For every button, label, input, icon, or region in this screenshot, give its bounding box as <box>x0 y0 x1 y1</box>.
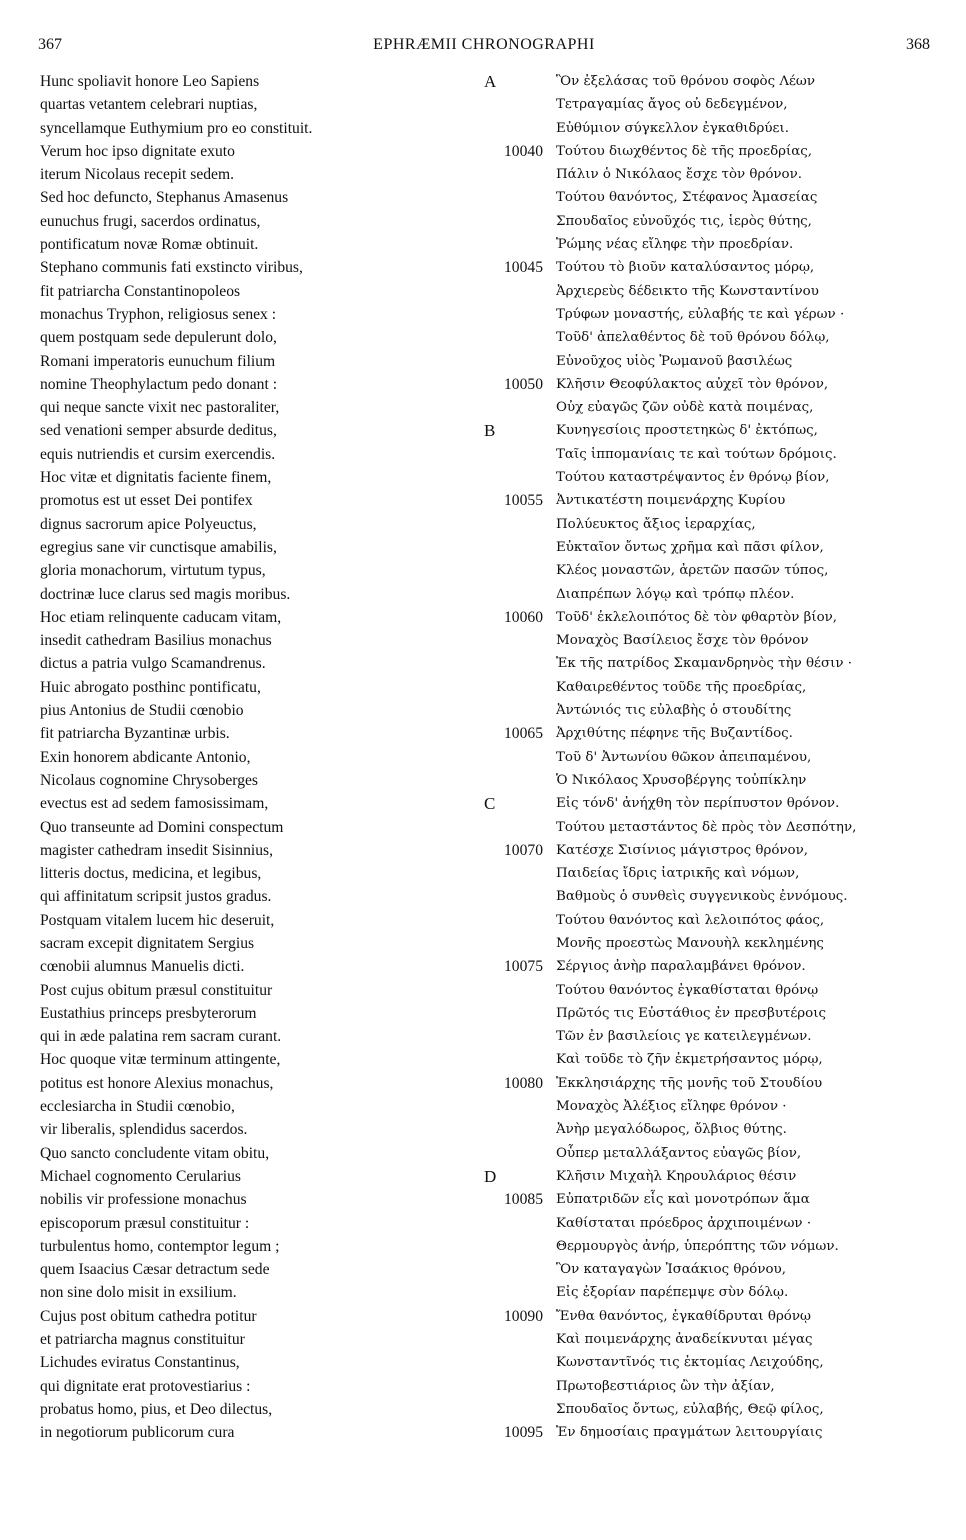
latin-line: fit patriarcha Byzantinæ urbis. <box>40 725 230 743</box>
greek-line: Πρωτοβεστιάριος ὢν τὴν ἀξίαν, <box>556 1378 775 1394</box>
latin-line: Lichudes eviratus Constantinus, <box>40 1354 240 1372</box>
margin-row <box>484 210 554 233</box>
latin-line: gloria monachorum, virtutum typus, <box>40 562 266 580</box>
margin-row <box>484 909 554 932</box>
latin-line: Exin honorem abdicante Antonio, <box>40 748 251 766</box>
margin-row <box>484 303 554 326</box>
latin-line: fit patriarcha Constantinopoleos <box>40 282 241 300</box>
verse-line-number: 10040 <box>504 142 543 160</box>
margin-row <box>484 979 554 1002</box>
greek-line: Ἔνθα θανόντος, ἐγκαθίδρυται θρόνῳ <box>556 1308 811 1324</box>
margin-row <box>484 1002 554 1025</box>
margin-row <box>484 722 554 745</box>
latin-line: Postquam vitalem lucem hic deseruit, <box>40 911 275 929</box>
greek-line: Εὐπατριδῶν εἷς καὶ μονοτρόπων ἅμα <box>556 1192 810 1208</box>
running-title: EPHRÆMII CHRONOGRAPHI <box>373 36 595 53</box>
greek-line: Καὶ τοῦδε τὸ ζῆν ἐκμετρήσαντος μόρῳ, <box>556 1052 823 1068</box>
margin-row <box>484 443 554 466</box>
latin-line: Hoc etiam relinquente caducam vitam, <box>40 608 282 626</box>
greek-line: Τούτου θανόντος, Στέφανος Ἀμασείας <box>556 190 818 206</box>
latin-line: syncellamque Euthymium pro eo constituit. <box>40 119 313 137</box>
greek-line: Πρῶτός τις Εὐστάθιος ἐν πρεσβυτέροις <box>556 1005 826 1021</box>
margin-row <box>484 583 554 606</box>
greek-line: Σπουδαῖος εὐνοῦχός τις, ἱερὸς θύτης, <box>556 213 812 229</box>
greek-line: Ἀνὴρ μεγαλόδωρος, ὄλβιος θύτης. <box>556 1122 787 1138</box>
page-header <box>38 36 930 58</box>
latin-line: episcoporum præsul constituitur : <box>40 1214 250 1232</box>
page-number-left: 367 <box>38 36 62 53</box>
greek-line: Σπουδαῖος ὄντως, εὐλαβής, Θεῷ φίλος, <box>556 1401 824 1417</box>
latin-line: Huic abrogato posthinc pontificatu, <box>40 678 261 696</box>
greek-line: Καὶ ποιμενάρχης ἀναδείκνυται μέγας <box>556 1332 813 1348</box>
greek-line: Τετραγαμίας ἄγος οὐ δεδεγμένον, <box>556 97 788 113</box>
latin-translation-column <box>40 70 480 1445</box>
greek-line: Ὁ Νικόλαος Χρυσοβέργης τοὐπίκλην <box>556 772 807 788</box>
margin-row <box>484 839 554 862</box>
margin-row <box>484 862 554 885</box>
latin-line: Stephano communis fati exstincto viribus, <box>40 259 303 277</box>
section-marker: A <box>484 72 497 91</box>
latin-line: litteris doctus, medicina, et legibus, <box>40 865 262 883</box>
margin-row <box>484 1305 554 1328</box>
margin-row <box>484 792 554 815</box>
margin-row <box>484 1142 554 1165</box>
greek-line: Κλέος μοναστῶν, ἀρετῶν πασῶν τύπος, <box>556 563 829 579</box>
greek-line: Οὗπερ μεταλλάξαντος εὐαγῶς βίον, <box>556 1145 802 1161</box>
greek-line: Οὐχ εὐαγῶς ζῶν οὐδὲ κατὰ ποιμένας, <box>556 400 814 416</box>
latin-line: iterum Nicolaus recepit sedem. <box>40 166 234 184</box>
greek-line: Τρύφων μοναστής, εὐλαβής τε καὶ γέρων · <box>556 306 845 322</box>
greek-line: Ὃν καταγαγὼν Ἰσαάκιος θρόνου, <box>556 1262 786 1278</box>
latin-line: quem Isaacius Cæsar detractum sede <box>40 1261 270 1279</box>
latin-line: nomine Theophylactum pedo donant : <box>40 375 278 393</box>
margin-row <box>484 1072 554 1095</box>
section-marker: D <box>484 1166 497 1186</box>
latin-line: quem postquam sede depulerunt dolo, <box>40 329 277 347</box>
latin-line: sed venationi semper absurde deditus, <box>40 422 277 440</box>
greek-line: Τῶν ἐν βασιλείοις γε κατειλεγμένων. <box>556 1029 812 1045</box>
greek-line: Κυνηγεσίοις προστετηκὼς δ' ἐκτόπως, <box>556 423 818 439</box>
margin-row <box>484 350 554 373</box>
margin-row <box>484 396 554 419</box>
latin-line: magister cathedram insedit Sisinnius, <box>40 841 274 859</box>
verse-line-number: 10080 <box>504 1074 543 1092</box>
margin-row <box>484 70 554 93</box>
latin-line: Sed hoc defuncto, Stephanus Amasenus <box>40 189 289 207</box>
latin-line: Hoc quoque vitæ terminum attingente, <box>40 1051 281 1069</box>
margin-row <box>484 1375 554 1398</box>
margin-row <box>484 1212 554 1235</box>
latin-line: pius Antonius de Studii cœnobio <box>40 702 244 720</box>
margin-row <box>484 816 554 839</box>
margin-row <box>484 652 554 675</box>
margin-row <box>484 1095 554 1118</box>
margin-row <box>484 513 554 536</box>
margin-row <box>484 1048 554 1071</box>
greek-line: Εἰς τόνδ' ἀνήχθη τὸν περίπυστον θρόνον. <box>556 796 840 812</box>
latin-line: promotus est ut esset Dei pontifex <box>40 492 253 510</box>
latin-line: non sine dolo misit in exsilium. <box>40 1284 237 1302</box>
margin-row <box>484 932 554 955</box>
latin-line: insedit cathedram Basilius monachus <box>40 632 272 650</box>
margin-row <box>484 606 554 629</box>
latin-line: pontificatum novæ Romæ obtinuit. <box>40 236 259 254</box>
greek-line: Ταῖς ἱππομανίαις τε καὶ τούτων δρόμοις. <box>556 446 837 462</box>
greek-line: Τούτου διωχθέντος δὲ τῆς προεδρίας, <box>556 143 813 159</box>
margin-row <box>484 1398 554 1421</box>
greek-line: Ῥώμης νέας εἴληφε τὴν προεδρίαν. <box>556 237 794 253</box>
latin-line: in negotiorum publicorum cura <box>40 1424 235 1442</box>
greek-line: Καθίσταται πρόεδρος ἀρχιποιμένων · <box>556 1215 812 1231</box>
page-number-right: 368 <box>906 36 930 53</box>
greek-line: Τούτου θανόντος καὶ λελοιπότος φάος, <box>556 912 825 928</box>
greek-line: Παιδείας ἴδρις ἰατρικῆς καὶ νόμων, <box>556 866 800 882</box>
latin-line: Hoc vitæ et dignitatis faciente finem, <box>40 469 272 487</box>
verse-line-number: 10075 <box>504 958 543 976</box>
greek-line: Μοναχὸς Ἀλέξιος εἴληφε θρόνον · <box>556 1099 787 1115</box>
greek-line: Κλῆσιν Θεοφύλακτος αὐχεῖ τὸν θρόνον, <box>556 376 829 392</box>
latin-line: Quo transeunte ad Domini conspectum <box>40 818 284 836</box>
greek-line: Ὃν ἐξελάσας τοῦ θρόνου σοφὸς Λέων <box>556 74 815 89</box>
latin-line: cœnobii alumnus Manuelis dicti. <box>40 958 245 976</box>
latin-line: eunuchus frugi, sacerdos ordinatus, <box>40 212 261 230</box>
greek-line: Κατέσχε Σισίνιος μάγιστρος θρόνον, <box>556 842 808 858</box>
margin-row <box>484 117 554 140</box>
greek-line: Κλῆσιν Μιχαὴλ Κηρουλάριος θέσιν <box>556 1168 797 1184</box>
margin-row <box>484 233 554 256</box>
greek-line: Τούτου καταστρέψαντος ἐν θρόνῳ βίον, <box>556 470 830 486</box>
margin-row <box>484 885 554 908</box>
greek-line: Τοῦδ' ἀπελαθέντος δὲ τοῦ θρόνου δόλῳ, <box>556 330 830 346</box>
latin-line: turbulentus homo, contemptor legum ; <box>40 1237 280 1255</box>
margin-row <box>484 955 554 978</box>
latin-line: ecclesiarcha in Studii cœnobio, <box>40 1098 235 1116</box>
greek-line: Ἀρχιερεὺς δέδεικτο τῆς Κωνσταντίνου <box>556 283 819 299</box>
latin-line: dignus sacrorum apice Polyeuctus, <box>40 515 257 533</box>
margin-row <box>484 256 554 279</box>
margin-row <box>484 489 554 512</box>
section-marker: B <box>484 421 496 441</box>
greek-line: Εὐνοῦχος υἱὸς Ῥωμανοῦ βασιλέως <box>556 353 793 369</box>
margin-row <box>484 676 554 699</box>
latin-line: Cujus post obitum cathedra potitur <box>40 1307 257 1325</box>
margin-row <box>484 746 554 769</box>
greek-line: Πάλιν ὁ Νικόλαος ἔσχε τὸν θρόνον. <box>556 167 803 183</box>
margin-row <box>484 699 554 722</box>
latin-line: Michael cognomento Cerularius <box>40 1167 241 1185</box>
verse-line-number: 10085 <box>504 1191 543 1209</box>
latin-line: Hunc spoliavit honore Leo Sapiens <box>40 73 260 90</box>
margin-row <box>484 419 554 442</box>
greek-line: Ἀντώνιός τις εὐλαβὴς ὁ στουδίτης <box>556 703 792 719</box>
greek-line: Ἐκ τῆς πατρίδος Σκαμανδρηνὸς τὴν θέσιν · <box>556 656 853 672</box>
latin-line: qui in æde palatina rem sacram curant. <box>40 1028 282 1046</box>
greek-line: Ἐκκλησιάρχης τῆς μονῆς τοῦ Στουδίου <box>556 1075 823 1091</box>
margin-row <box>484 536 554 559</box>
latin-line: monachus Tryphon, religiosus senex : <box>40 305 277 323</box>
margin-row <box>484 140 554 163</box>
greek-line: Τούτου μεταστάντος δὲ πρὸς τὸν Δεσπότην, <box>556 819 857 835</box>
margin-row <box>484 280 554 303</box>
verse-line-number: 10070 <box>504 841 543 859</box>
margin-row <box>484 1258 554 1281</box>
latin-line: Verum hoc ipso dignitate exuto <box>40 142 235 160</box>
greek-line: Βαθμοὺς ὁ συνθεὶς συγγενικοὺς ἐννόμους. <box>556 889 848 905</box>
greek-line: Ἀρχιθύτης πέφηνε τῆς Βυζαντίδος. <box>556 726 793 742</box>
latin-line: equis nutriendis et cursim exercendis. <box>40 445 276 463</box>
verse-line-number: 10095 <box>504 1424 543 1442</box>
verse-line-number: 10065 <box>504 725 543 743</box>
margin-row <box>484 1165 554 1188</box>
verse-line-number: 10050 <box>504 375 543 393</box>
margin-row <box>484 629 554 652</box>
margin-row <box>484 1118 554 1141</box>
margin-row <box>484 1281 554 1304</box>
margin-row <box>484 1421 554 1444</box>
latin-line: vir liberalis, splendidus sacerdos. <box>40 1121 248 1139</box>
greek-line: Εὐκταῖον ὄντως χρῆμα καὶ πᾶσι φίλον, <box>556 539 824 555</box>
margin-row <box>484 1351 554 1374</box>
greek-line: Πολύευκτος ἄξιος ἱεραρχίας, <box>556 516 756 532</box>
latin-line: quartas vetantem celebrari nuptias, <box>40 96 258 114</box>
margin-row <box>484 1328 554 1351</box>
greek-line: Μοναχὸς Βασίλειος ἔσχε τὸν θρόνον <box>556 633 809 649</box>
latin-line: qui dignitate erat protovestiarius : <box>40 1377 251 1395</box>
latin-line: Post cujus obitum præsul constituitur <box>40 981 273 999</box>
greek-line: Τοῦδ' ἐκλελοιπότος δὲ τὸν φθαρτὸν βίον, <box>556 609 838 625</box>
margin-row <box>484 186 554 209</box>
margin-row <box>484 1235 554 1258</box>
greek-line: Τούτου θανόντος ἐγκαθίσταται θρόνῳ <box>556 982 819 998</box>
greek-line: Εἰς ἐξορίαν παρέπεμψε σὺν δόλῳ. <box>556 1285 789 1301</box>
margin-row <box>484 1025 554 1048</box>
latin-line: sacram excepit dignitatem Sergius <box>40 934 255 952</box>
latin-line: egregius sane vir cunctisque amabilis, <box>40 538 277 556</box>
greek-line: Θερμουργὸς ἀνήρ, ὑπερόπτης τῶν νόμων. <box>556 1238 839 1254</box>
greek-line: Τοῦ δ' Ἀντωνίου θῶκον ἀπειπαμένου, <box>556 749 812 765</box>
greek-line: Εὐθύμιον σύγκελλον ἐγκαθιδρύει. <box>556 120 789 136</box>
greek-line: Καθαιρεθέντος τοῦδε τῆς προεδρίας, <box>556 679 807 695</box>
greek-line: Μονῆς προεστὼς Μανουὴλ κεκλημένης <box>556 935 824 951</box>
latin-line: potitus est honore Alexius monachus, <box>40 1074 274 1092</box>
greek-text-column <box>556 70 936 1445</box>
margin-row <box>484 163 554 186</box>
verse-line-number: 10055 <box>504 492 543 510</box>
verse-line-number: 10045 <box>504 259 543 277</box>
margin-row <box>484 93 554 116</box>
verse-line-number: 10060 <box>504 608 543 626</box>
latin-line: Romani imperatoris eunuchum filium <box>40 352 276 370</box>
margin-row <box>484 559 554 582</box>
latin-line: qui affinitatum scripsit justos gradus. <box>40 888 272 906</box>
latin-line: nobilis vir professione monachus <box>40 1191 247 1209</box>
greek-line: Ἀντικατέστη ποιμενάρχης Κυρίου <box>556 493 786 509</box>
greek-line: Ἐν δημοσίαις πραγμάτων λειτουργίαις <box>556 1425 823 1441</box>
verse-line-number: 10090 <box>504 1307 543 1325</box>
greek-line: Σέργιος ἀνὴρ παραλαμβάνει θρόνον. <box>556 959 806 975</box>
greek-line: Κωνσταντῖνός τις ἐκτομίας Λειχούδης, <box>556 1355 824 1371</box>
greek-line: Τούτου τὸ βιοῦν καταλύσαντος μόρῳ, <box>556 260 815 276</box>
margin-row <box>484 466 554 489</box>
margin-markers-column <box>484 70 554 1445</box>
latin-line: Eustathius princeps presbyterorum <box>40 1004 257 1022</box>
margin-row <box>484 373 554 396</box>
latin-line: Nicolaus cognomine Chrysoberges <box>40 771 258 789</box>
latin-line: evectus est ad sedem famosissimam, <box>40 795 269 813</box>
margin-row <box>484 769 554 792</box>
latin-line: et patriarcha magnus constituitur <box>40 1331 245 1349</box>
latin-line: dictus a patria vulgo Scamandrenus. <box>40 655 266 673</box>
margin-row <box>484 326 554 349</box>
margin-row <box>484 1188 554 1211</box>
greek-line: Διαπρέπων λόγῳ καὶ τρόπῳ πλέον. <box>556 586 795 602</box>
latin-line: doctrinæ luce clarus sed magis moribus. <box>40 585 291 603</box>
latin-line: Quo sancto concludente vitam obitu, <box>40 1144 270 1162</box>
latin-line: probatus homo, pius, et Deo dilectus, <box>40 1400 273 1418</box>
section-marker: C <box>484 794 496 814</box>
latin-line: qui neque sancte vixit nec pastoraliter, <box>40 399 280 417</box>
